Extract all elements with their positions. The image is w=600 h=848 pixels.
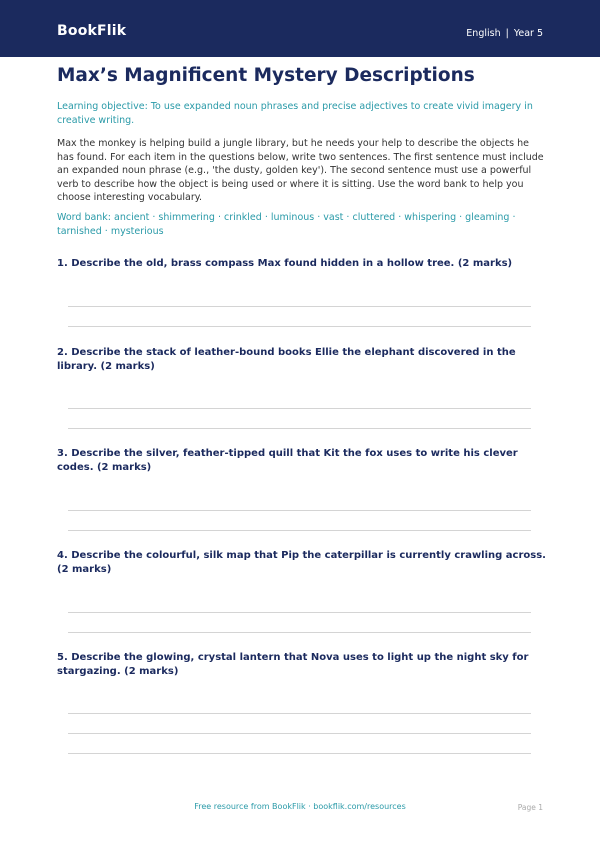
- question-3: 3. Describe the silver, feather-tipped quill that Kit the fox uses to write his clever codes. (2 marks): [57, 448, 518, 473]
- answer-line[interactable]: [68, 530, 531, 531]
- header-bar: [0, 0, 600, 57]
- subject-label: English: [466, 28, 501, 39]
- answer-line[interactable]: [68, 733, 531, 734]
- answer-line[interactable]: [68, 306, 531, 307]
- answer-line[interactable]: [68, 753, 531, 754]
- subject-year-label: [466, 28, 543, 39]
- question-4: 4. Describe the colourful, silk map that Pip the caterpillar is currently crawling across. (2 marks): [57, 550, 546, 575]
- page-number: Page 1: [517, 803, 543, 812]
- answer-line[interactable]: [68, 632, 531, 633]
- brand-logo[interactable]: BookFlik: [57, 23, 127, 39]
- page-title: Max’s Magnificent Mystery Descriptions: [57, 65, 475, 86]
- footer-source[interactable]: Free resource from BookFlik · bookflik.com/resources: [194, 802, 406, 811]
- answer-line[interactable]: [68, 713, 531, 714]
- question-1: 1. Describe the old, brass compass Max found hidden in a hollow tree. (2 marks): [57, 258, 513, 269]
- question-2: 2. Describe the stack of leather-bound books Ellie the elephant discovered in the library. (2 marks): [57, 347, 516, 372]
- intro-text: Max the monkey is helping build a jungle library, but he needs your help to describe the objects he has found. For each item in the questions below, write two sentences. The first sentence must include an expanded noun phrase (e.g., 'the dusty, golden key'). The second sentence must use a powerful verb to describe how the object is being used or where it is sitting. Use the word bank to help you choose interesting vocabulary.: [57, 138, 544, 203]
- question-5: 5. Describe the glowing, crystal lantern that Nova uses to light up the night sky for stargazing. (2 marks): [57, 652, 529, 677]
- answer-line[interactable]: [68, 510, 531, 511]
- answer-line[interactable]: [68, 428, 531, 429]
- separator: |: [505, 28, 509, 39]
- learning-objective: Learning objective: To use expanded noun phrases and precise adjectives to create vivid imagery in creative writing.: [57, 101, 533, 126]
- answer-line[interactable]: [68, 612, 531, 613]
- answer-line[interactable]: [68, 326, 531, 327]
- answer-line[interactable]: [68, 408, 531, 409]
- word-bank: Word bank: ancient · shimmering · crinkled · luminous · vast · cluttered · whispering · gleaming · tarnished · mysterious: [57, 212, 516, 237]
- year-label: Year 5: [513, 28, 543, 39]
